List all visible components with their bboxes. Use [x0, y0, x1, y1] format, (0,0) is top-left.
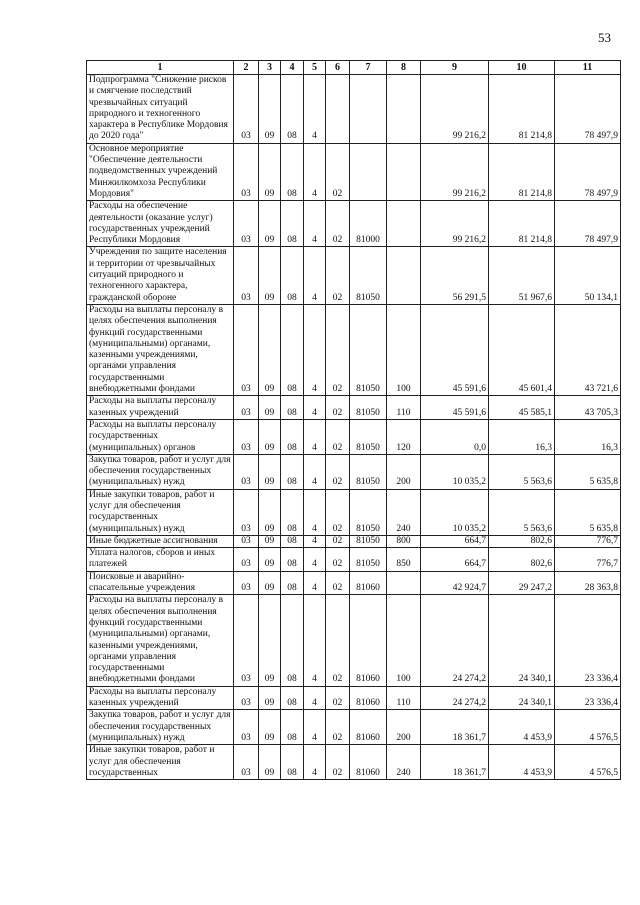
- code-cell: 81050: [350, 247, 387, 304]
- row-name-cell: Иные закупки товаров, работ и услуг для обеспечения государственных: [87, 745, 234, 780]
- amount-cell: 45 591,6: [421, 304, 489, 395]
- column-header-1: 1: [87, 61, 234, 75]
- table-row: [87, 419, 621, 454]
- code-cell: 02: [326, 595, 350, 686]
- amount-cell: 24 340,1: [489, 686, 555, 710]
- amount-cell: 29 247,2: [489, 571, 555, 595]
- table-row: [87, 396, 621, 420]
- amount-cell: 99 216,2: [421, 75, 489, 144]
- column-header-3: 3: [259, 61, 281, 75]
- code-cell: 02: [326, 571, 350, 595]
- code-cell: 81060: [350, 571, 387, 595]
- row-name-cell: Уплата налогов, сборов и иных платежей: [87, 548, 234, 572]
- amount-cell: 664,7: [421, 535, 489, 547]
- code-cell: 03: [234, 201, 259, 247]
- row-name-cell: Учреждения по защите населения и территории от чрезвычайных ситуаций природного и техногенного характера, гражданской обороне: [87, 247, 234, 304]
- amount-cell: 42 924,7: [421, 571, 489, 595]
- column-header-11: 11: [555, 61, 621, 75]
- code-cell: 09: [259, 595, 281, 686]
- code-cell: 09: [259, 571, 281, 595]
- code-cell: [387, 247, 421, 304]
- code-cell: [350, 143, 387, 200]
- code-cell: 81050: [350, 454, 387, 489]
- code-cell: 02: [326, 686, 350, 710]
- code-cell: 09: [259, 419, 281, 454]
- row-name-cell: Иные закупки товаров, работ и услуг для обеспечения государственных (муниципальных) нужд: [87, 489, 234, 535]
- code-cell: 02: [326, 489, 350, 535]
- code-cell: 09: [259, 745, 281, 780]
- amount-cell: 5 563,6: [489, 454, 555, 489]
- table-row: [87, 201, 621, 247]
- table-row: [87, 595, 621, 686]
- code-cell: 100: [387, 595, 421, 686]
- amount-cell: 23 336,4: [555, 595, 621, 686]
- code-cell: 81000: [350, 201, 387, 247]
- code-cell: 09: [259, 396, 281, 420]
- table-row: [87, 304, 621, 395]
- amount-cell: 50 134,1: [555, 247, 621, 304]
- code-cell: 08: [281, 571, 304, 595]
- table-row: [87, 247, 621, 304]
- amount-cell: 24 274,2: [421, 686, 489, 710]
- code-cell: 4: [304, 710, 326, 745]
- amount-cell: 23 336,4: [555, 686, 621, 710]
- code-cell: 110: [387, 396, 421, 420]
- code-cell: 850: [387, 548, 421, 572]
- code-cell: 09: [259, 548, 281, 572]
- row-name-cell: Закупка товаров, работ и услуг для обеспечения государственных (муниципальных) нужд: [87, 710, 234, 745]
- code-cell: 4: [304, 247, 326, 304]
- code-cell: 4: [304, 571, 326, 595]
- table-row: [87, 143, 621, 200]
- amount-cell: 99 216,2: [421, 201, 489, 247]
- code-cell: 4: [304, 419, 326, 454]
- row-name-cell: Поисковые и аварийно-спасательные учреждения: [87, 571, 234, 595]
- row-name-cell: Подпрограмма "Снижение рисков и смягчение последствий чрезвычайных ситуаций природного и техногенного характера в Республике Мордовия до 2020 года": [87, 75, 234, 144]
- code-cell: 03: [234, 247, 259, 304]
- code-cell: 02: [326, 548, 350, 572]
- code-cell: 03: [234, 143, 259, 200]
- code-cell: 09: [259, 143, 281, 200]
- code-cell: 08: [281, 419, 304, 454]
- amount-cell: 16,3: [489, 419, 555, 454]
- code-cell: 110: [387, 686, 421, 710]
- amount-cell: 18 361,7: [421, 710, 489, 745]
- column-header-9: 9: [421, 61, 489, 75]
- code-cell: 03: [234, 75, 259, 144]
- amount-cell: 28 363,8: [555, 571, 621, 595]
- code-cell: 08: [281, 247, 304, 304]
- amount-cell: 5 635,8: [555, 489, 621, 535]
- code-cell: 03: [234, 304, 259, 395]
- code-cell: 81060: [350, 595, 387, 686]
- code-cell: 4: [304, 595, 326, 686]
- code-cell: 4: [304, 304, 326, 395]
- row-name-cell: Закупка товаров, работ и услуг для обеспечения государственных (муниципальных) нужд: [87, 454, 234, 489]
- code-cell: 4: [304, 686, 326, 710]
- code-cell: 03: [234, 535, 259, 547]
- code-cell: 09: [259, 247, 281, 304]
- amount-cell: 10 035,2: [421, 489, 489, 535]
- amount-cell: 0,0: [421, 419, 489, 454]
- amount-cell: 24 274,2: [421, 595, 489, 686]
- row-name-cell: Расходы на выплаты персоналу казенных учреждений: [87, 396, 234, 420]
- amount-cell: 4 576,5: [555, 745, 621, 780]
- column-header-10: 10: [489, 61, 555, 75]
- code-cell: 08: [281, 396, 304, 420]
- code-cell: 08: [281, 143, 304, 200]
- amount-cell: 78 497,9: [555, 143, 621, 200]
- code-cell: 100: [387, 304, 421, 395]
- amount-cell: 81 214,8: [489, 143, 555, 200]
- code-cell: 81060: [350, 686, 387, 710]
- code-cell: 4: [304, 143, 326, 200]
- code-cell: [387, 143, 421, 200]
- code-cell: 09: [259, 489, 281, 535]
- code-cell: 4: [304, 454, 326, 489]
- code-cell: 02: [326, 247, 350, 304]
- column-header-6: 6: [326, 61, 350, 75]
- amount-cell: 43 705,3: [555, 396, 621, 420]
- amount-cell: 45 591,6: [421, 396, 489, 420]
- code-cell: 03: [234, 396, 259, 420]
- code-cell: [387, 201, 421, 247]
- table-header-row: [87, 61, 621, 75]
- code-cell: 09: [259, 201, 281, 247]
- amount-cell: 81 214,8: [489, 201, 555, 247]
- code-cell: 02: [326, 454, 350, 489]
- code-cell: 03: [234, 686, 259, 710]
- code-cell: 08: [281, 304, 304, 395]
- code-cell: [350, 75, 387, 144]
- code-cell: 08: [281, 595, 304, 686]
- table-row: [87, 710, 621, 745]
- column-header-8: 8: [387, 61, 421, 75]
- code-cell: 81060: [350, 710, 387, 745]
- table-row: [87, 454, 621, 489]
- code-cell: 09: [259, 454, 281, 489]
- amount-cell: 4 576,5: [555, 710, 621, 745]
- amount-cell: 56 291,5: [421, 247, 489, 304]
- code-cell: 08: [281, 75, 304, 144]
- amount-cell: 18 361,7: [421, 745, 489, 780]
- code-cell: 81050: [350, 304, 387, 395]
- code-cell: 4: [304, 201, 326, 247]
- amount-cell: 78 497,9: [555, 201, 621, 247]
- amount-cell: 776,7: [555, 535, 621, 547]
- column-header-7: 7: [350, 61, 387, 75]
- row-name-cell: Иные бюджетные ассигнования: [87, 535, 234, 547]
- code-cell: [326, 75, 350, 144]
- code-cell: 09: [259, 304, 281, 395]
- code-cell: 08: [281, 489, 304, 535]
- amount-cell: 10 035,2: [421, 454, 489, 489]
- table-row: [87, 548, 621, 572]
- code-cell: 02: [326, 143, 350, 200]
- amount-cell: 24 340,1: [489, 595, 555, 686]
- amount-cell: 664,7: [421, 548, 489, 572]
- amount-cell: 45 601,4: [489, 304, 555, 395]
- code-cell: 03: [234, 595, 259, 686]
- row-name-cell: Расходы на выплаты персоналу государственных (муниципальных) органов: [87, 419, 234, 454]
- code-cell: 03: [234, 571, 259, 595]
- code-cell: 09: [259, 686, 281, 710]
- code-cell: 09: [259, 535, 281, 547]
- code-cell: 08: [281, 535, 304, 547]
- amount-cell: 802,6: [489, 548, 555, 572]
- code-cell: 02: [326, 419, 350, 454]
- amount-cell: 51 967,6: [489, 247, 555, 304]
- page-number: 53: [598, 30, 611, 45]
- code-cell: [387, 75, 421, 144]
- code-cell: 4: [304, 489, 326, 535]
- table-row: [87, 686, 621, 710]
- code-cell: 09: [259, 75, 281, 144]
- code-cell: [387, 571, 421, 595]
- code-cell: 240: [387, 745, 421, 780]
- row-name-cell: Расходы на выплаты персоналу в целях обеспечения выполнения функций государственными (муниципальными) органами, казенными учреждениями, органами управления государственными внебюджетными фондами: [87, 304, 234, 395]
- code-cell: 81050: [350, 535, 387, 547]
- code-cell: 02: [326, 745, 350, 780]
- amount-cell: 16,3: [555, 419, 621, 454]
- code-cell: 81050: [350, 419, 387, 454]
- code-cell: 02: [326, 201, 350, 247]
- code-cell: 4: [304, 396, 326, 420]
- code-cell: 08: [281, 548, 304, 572]
- code-cell: 02: [326, 710, 350, 745]
- code-cell: 03: [234, 745, 259, 780]
- code-cell: 81050: [350, 396, 387, 420]
- amount-cell: 81 214,8: [489, 75, 555, 144]
- amount-cell: 776,7: [555, 548, 621, 572]
- code-cell: 4: [304, 548, 326, 572]
- amount-cell: 4 453,9: [489, 745, 555, 780]
- code-cell: 08: [281, 454, 304, 489]
- code-cell: 81050: [350, 489, 387, 535]
- code-cell: 08: [281, 201, 304, 247]
- code-cell: 200: [387, 710, 421, 745]
- row-name-cell: Расходы на выплаты персоналу в целях обеспечения выполнения функций государственными (муниципальными) органами, казенными учреждениями, органами управления государственными внебюджетными фондами: [87, 595, 234, 686]
- code-cell: 03: [234, 489, 259, 535]
- table-row: [87, 571, 621, 595]
- amount-cell: 5 563,6: [489, 489, 555, 535]
- code-cell: 4: [304, 75, 326, 144]
- code-cell: 08: [281, 686, 304, 710]
- table-row: [87, 535, 621, 547]
- table-row: [87, 745, 621, 780]
- column-header-5: 5: [304, 61, 326, 75]
- code-cell: 4: [304, 535, 326, 547]
- code-cell: 81060: [350, 745, 387, 780]
- column-header-4: 4: [281, 61, 304, 75]
- row-name-cell: Расходы на обеспечение деятельности (оказание услуг) государственных учреждений Республики Мордовия: [87, 201, 234, 247]
- code-cell: 81050: [350, 548, 387, 572]
- row-name-cell: Расходы на выплаты персоналу казенных учреждений: [87, 686, 234, 710]
- amount-cell: 45 585,1: [489, 396, 555, 420]
- code-cell: 03: [234, 454, 259, 489]
- code-cell: 03: [234, 548, 259, 572]
- table-row: [87, 75, 621, 144]
- amount-cell: 78 497,9: [555, 75, 621, 144]
- amount-cell: 4 453,9: [489, 710, 555, 745]
- amount-cell: 5 635,8: [555, 454, 621, 489]
- code-cell: 03: [234, 710, 259, 745]
- code-cell: 240: [387, 489, 421, 535]
- code-cell: 800: [387, 535, 421, 547]
- code-cell: 4: [304, 745, 326, 780]
- code-cell: 120: [387, 419, 421, 454]
- budget-table: [86, 60, 621, 780]
- code-cell: 08: [281, 710, 304, 745]
- amount-cell: 43 721,6: [555, 304, 621, 395]
- code-cell: 03: [234, 419, 259, 454]
- code-cell: 09: [259, 710, 281, 745]
- code-cell: 200: [387, 454, 421, 489]
- row-name-cell: Основное мероприятие "Обеспечение деятельности подведомственных учреждений Минжилкомхоза Республики Мордовия": [87, 143, 234, 200]
- amount-cell: 802,6: [489, 535, 555, 547]
- amount-cell: 99 216,2: [421, 143, 489, 200]
- code-cell: 02: [326, 535, 350, 547]
- code-cell: 02: [326, 304, 350, 395]
- code-cell: 02: [326, 396, 350, 420]
- column-header-2: 2: [234, 61, 259, 75]
- table-row: [87, 489, 621, 535]
- code-cell: 08: [281, 745, 304, 780]
